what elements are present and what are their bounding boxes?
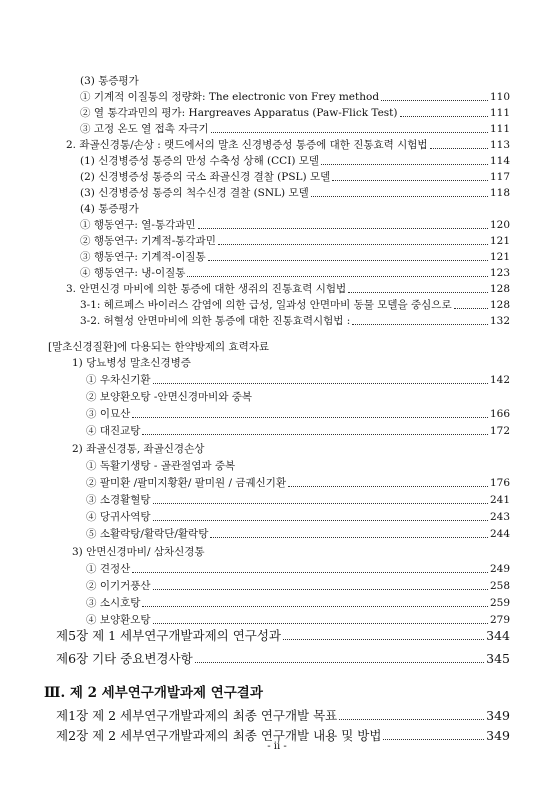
dot-leader [153, 622, 488, 624]
toc-entry [72, 442, 510, 456]
toc-entry-label: ① 독활기생탕 - 골관절염과 중복 [86, 460, 236, 472]
toc-entry [66, 282, 510, 296]
toc-entry [86, 476, 510, 490]
dot-leader [383, 738, 484, 740]
toc-entry [86, 579, 510, 593]
toc-entry [80, 154, 510, 168]
toc-entry [80, 74, 510, 88]
toc-entry-label: ① 기계적 이질통의 정량화: The electronic von Frey method [80, 91, 380, 103]
toc-entry-label: 제6장 기타 중요변경사항 [56, 651, 193, 666]
toc-entry-label: ① 행동연구: 열-통각과민 [80, 219, 196, 231]
dot-leader [352, 323, 488, 325]
toc-entry [80, 266, 510, 280]
toc-entry [80, 186, 510, 200]
toc-entry [86, 562, 510, 576]
toc-entry-label: ③ 고정 온도 열 접촉 자극기 [80, 123, 209, 135]
toc-entry-label: 3) 안면신경마비/ 삼차신경통 [72, 546, 205, 558]
toc-entry-label: ④ 당귀사역탕 [86, 511, 151, 523]
dot-leader [142, 433, 488, 435]
dot-leader [198, 227, 488, 229]
toc-entry-label: 3-1: 헤르페스 바이러스 감염에 의한 급성, 일과성 안면마비 동물 모델을 중심으로 [80, 299, 452, 311]
dot-leader [430, 147, 488, 149]
toc-entry-page: 117 [489, 171, 510, 183]
toc-entry-label: ④ 대진교탕 [86, 425, 141, 437]
toc-entry-label: 2. 좌골신경통/손상 : 랫드에서의 말초 신경병증성 통증에 대한 진통효력 시험법 [66, 139, 428, 151]
toc-entry-page: 344 [486, 628, 510, 643]
toc-entry-page: 349 [486, 708, 510, 723]
toc-entry-label: ③ 소경활혈탕 [86, 494, 151, 506]
toc-entry-label: (3) 통증평가 [80, 75, 139, 87]
toc-entry [86, 493, 510, 507]
toc-chapter [56, 627, 510, 644]
toc-entry-page: 114 [489, 155, 510, 167]
dot-leader [132, 416, 488, 418]
toc-entry [80, 122, 510, 136]
dot-leader [195, 661, 484, 663]
toc-entry-label: ② 이기거풍산 [86, 580, 151, 592]
toc-entry-page: 176 [489, 477, 510, 489]
dot-leader [218, 243, 488, 245]
dot-leader [208, 259, 488, 261]
dot-leader [332, 179, 488, 181]
toc-entry-page: 258 [489, 580, 510, 592]
dot-leader [321, 163, 488, 165]
dot-leader [210, 536, 488, 538]
toc-entry-label: (2) 신경병증성 통증의 국소 좌골신경 결찰 (PSL) 모델 [80, 171, 331, 183]
toc-entry [86, 527, 510, 541]
toc-entry-page: 166 [489, 408, 510, 420]
toc-entry [86, 407, 510, 421]
toc-entry-page: 132 [489, 315, 510, 327]
toc-entry-page: 259 [489, 597, 510, 609]
dot-leader [311, 195, 488, 197]
dot-leader [142, 605, 488, 607]
dot-leader [339, 718, 484, 720]
dot-leader [288, 485, 488, 487]
toc-entry-label: 제5장 제 1 세부연구개발과제의 연구성과 [56, 628, 281, 643]
toc-part-heading [44, 684, 510, 702]
dot-leader [153, 382, 488, 384]
toc-entry-label: 제2장 제 2 세부연구개발과제의 최종 연구개발 내용 및 방법 [56, 728, 382, 743]
toc-entry-page: 241 [489, 494, 510, 506]
toc-entry-page: 128 [489, 299, 510, 311]
toc-entry-page: 121 [489, 235, 510, 247]
toc-entry-label: ② 열 통각과민의 평가: Hargreaves Apparatus (Paw-Flick Test) [80, 107, 398, 119]
toc-entry [80, 218, 510, 232]
toc-entry-label: ② 팔미환 /팔미지황환/ 팔미원 / 금궤신기환 [86, 477, 287, 489]
toc-entry [80, 170, 510, 184]
dot-leader [283, 638, 484, 640]
toc-entry-page: 120 [489, 219, 510, 231]
toc-entry-label: 1) 당뇨병성 말초신경병증 [72, 357, 191, 369]
toc-chapter [56, 707, 510, 724]
toc-entry-page: 118 [489, 187, 510, 199]
toc-entry [72, 545, 510, 559]
toc-chapter [56, 650, 510, 667]
toc-entry [80, 314, 510, 328]
toc-entry-page: 121 [489, 251, 510, 263]
toc-entry-label: ② 보양환오탕 -안면신경마비와 중복 [86, 391, 253, 403]
toc-entry [86, 424, 510, 438]
toc-entry [86, 390, 510, 404]
toc-entry-page: 128 [489, 283, 510, 295]
toc-entry-page: 110 [489, 91, 510, 103]
toc-entry-page: 249 [489, 563, 510, 575]
dot-leader [153, 519, 488, 521]
dot-leader [132, 571, 488, 573]
toc-entry-page: 244 [489, 528, 510, 540]
toc-entry-label: (3) 신경병증성 통증의 척수신경 결찰 (SNL) 모델 [80, 187, 309, 199]
toc-entry [66, 138, 510, 152]
toc-entry-page: 349 [486, 728, 510, 743]
toc-entry-label: ④ 보양환오탕 [86, 614, 151, 626]
toc-entry [86, 596, 510, 610]
dot-leader [400, 115, 488, 117]
dot-leader [153, 502, 488, 504]
toc-entry [72, 356, 510, 370]
toc-entry-label: 제1장 제 2 세부연구개발과제의 최종 연구개발 목표 [56, 708, 338, 723]
toc-entry-label: ③ 이묘산 [86, 408, 131, 420]
toc-entry-label: (4) 통증평가 [80, 203, 139, 215]
dot-leader [381, 99, 488, 101]
toc-entry-page: 243 [489, 511, 510, 523]
toc-entry-label: Ⅲ. 제 2 세부연구개발과제 연구결과 [44, 685, 263, 701]
toc-entry-label: 2) 좌골신경통, 좌골신경손상 [72, 443, 205, 455]
page-number: - ii - [267, 741, 287, 752]
toc-entry [86, 373, 510, 387]
toc-entry-page: 113 [489, 139, 510, 151]
toc-entry-label: [말초신경질환]에 다용되는 한약방제의 효력자료 [48, 341, 270, 353]
toc-entry-page: 123 [489, 267, 510, 279]
toc-entry [80, 298, 510, 312]
toc-entry-label: ① 견정산 [86, 563, 131, 575]
toc-entry-label: ④ 행동연구: 냉-이질통 [80, 267, 186, 279]
toc-entry-label: ③ 소시호탕 [86, 597, 141, 609]
toc-entry-page: 172 [489, 425, 510, 437]
dot-leader [348, 291, 488, 293]
toc-entry-page: 111 [489, 107, 510, 119]
toc-entry-label: ③ 행동연구: 기계적-이질통 [80, 251, 206, 263]
toc-entry-page: 279 [489, 614, 510, 626]
toc-entry-label: ② 행동연구: 기계적-통각과민 [80, 235, 216, 247]
toc-entry-page: 142 [489, 374, 510, 386]
dot-leader [211, 131, 488, 133]
dot-leader [187, 275, 488, 277]
toc-entry-page: 111 [489, 123, 510, 135]
toc-entry [80, 250, 510, 264]
toc-entry-page: 345 [486, 651, 510, 666]
toc-entry [86, 613, 510, 627]
toc-entry [80, 202, 510, 216]
toc-entry-label: ① 우차신기환 [86, 374, 151, 386]
toc-entry [86, 510, 510, 524]
toc-entry-label: 3-2. 허혈성 안면마비에 의한 통증에 대한 진통효력시험법 : [80, 315, 351, 327]
toc-entry-label: 3. 안면신경 마비에 의한 통증에 대한 생쥐의 진통효력 시험법 [66, 283, 347, 295]
toc-entry-label: ⑤ 소활락탕/활락단/활락탕 [86, 528, 209, 540]
toc-entry [86, 459, 510, 473]
dot-leader [153, 588, 488, 590]
dot-leader [454, 307, 488, 309]
toc-section-heading [48, 340, 510, 354]
toc-entry [80, 106, 510, 120]
toc-entry [80, 234, 510, 248]
toc-entry [80, 90, 510, 104]
toc-entry-label: (1) 신경병증성 통증의 만성 수축성 상해 (CCI) 모델 [80, 155, 320, 167]
